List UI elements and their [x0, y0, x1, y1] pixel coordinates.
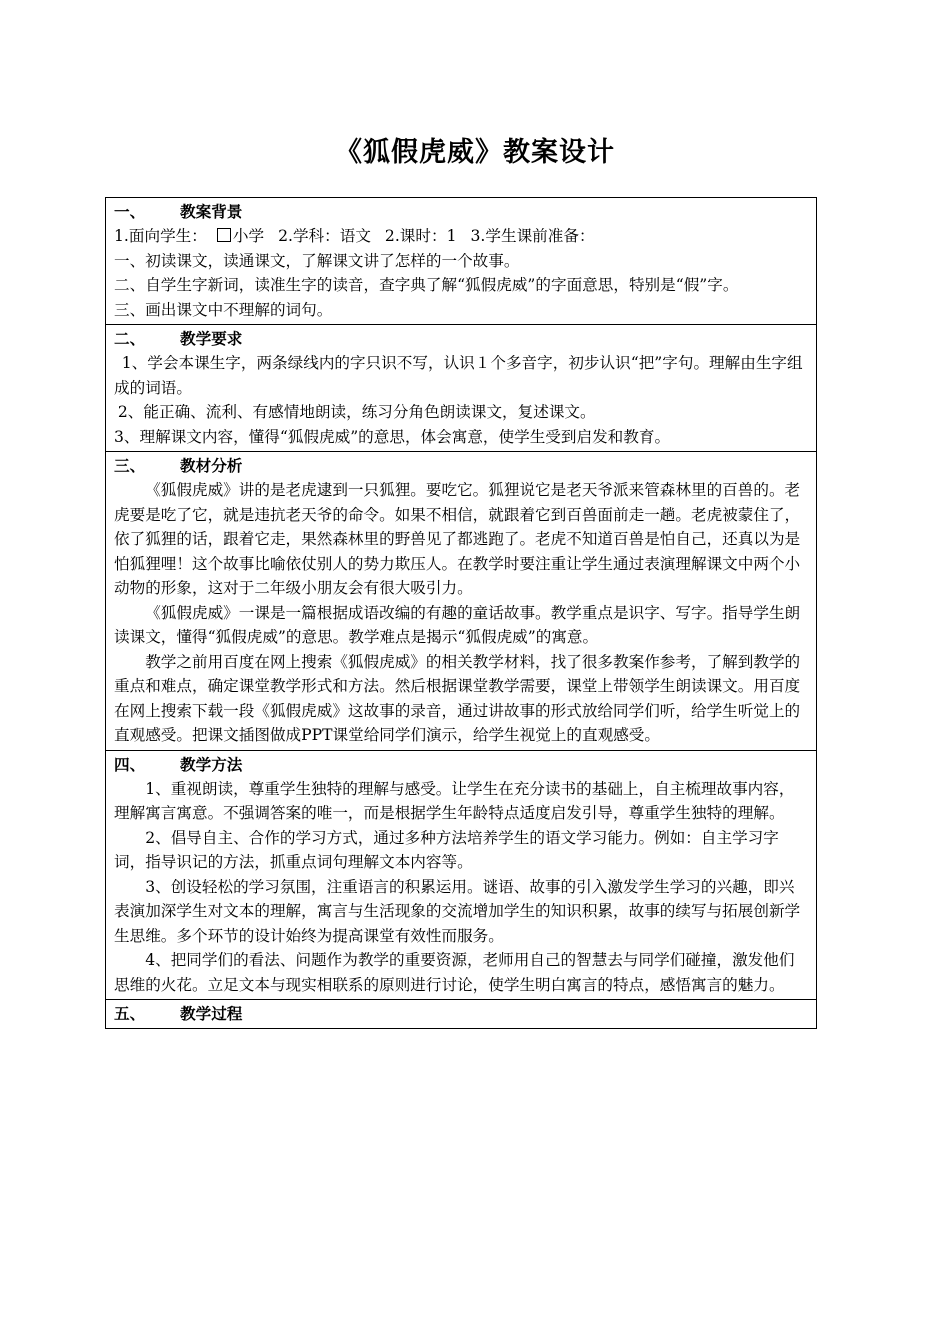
- paragraph: 2、倡导自主、合作的学习方式，通过多种方法培养学生的语文学习能力。例如：自主学习字词，指导识记的方法，抓重点词句理解文本内容等。: [114, 828, 779, 871]
- section-number: 一、: [114, 203, 146, 221]
- meta-line: [114, 224, 808, 249]
- paragraph: 2、能正确、流利、有感情地朗读，练习分角色朗读课文，复述课文。: [117, 403, 596, 421]
- section-heading: [114, 327, 808, 351]
- period-text: 2.课时：1: [384, 227, 457, 245]
- paragraph: 4、把同学们的看法、问题作为教学的重要资源，老师用自己的智慧去与同学们碰撞，激发他们思维的火花。立足文本与现实相联系的原则进行讨论，使学生明白寓言的特点，感悟寓言的魅力。: [114, 951, 795, 994]
- section-title: 教案背景: [180, 203, 243, 221]
- section-heading: [114, 454, 808, 478]
- section-heading: [114, 1002, 808, 1026]
- section-methods: [106, 750, 816, 1000]
- section-title: 教材分析: [180, 457, 243, 475]
- paragraph: 教学之前用百度在网上搜索《狐假虎威》的相关教学材料，找了很多教案作参考，了解到教学的重点和难点，确定课堂教学形式和方法。然后根据课堂教学需要，课堂上带领学生朗读课文。用百度在网上搜索下载一段《狐假虎威》这故事的录音，通过讲故事的形式放给同学们听，给学生听觉上的直观感受。把课文插图做成PPT课堂给同学们演示，给学生视觉上的直观感受。: [114, 652, 801, 744]
- paragraph: 《狐假虎威》一课是一篇根据成语改编的有趣的童话故事。教学重点是识字、写字。指导学生朗读课文，懂得“狐假虎威”的意思。教学难点是揭示“狐假虎威”的寓意。: [114, 603, 801, 646]
- subject-text: 2.学科：语文: [278, 227, 371, 245]
- audience-checkbox: [217, 228, 231, 242]
- section-number: 四、: [114, 755, 146, 774]
- section-title: 教学方法: [180, 755, 243, 774]
- section-title: 教学要求: [180, 330, 243, 348]
- paragraph: 1、重视朗读，尊重学生独特的理解与感受。让学生在充分读书的基础上，自主梳理故事内容，理解寓言寓意。不强调答案的唯一，而是根据学生年龄特点适度启发引导，尊重学生独特的理解。: [114, 779, 795, 822]
- audience-label: 1.面向学生：: [114, 227, 207, 245]
- prep-text: 3.学生课前准备：: [470, 227, 595, 245]
- paragraph: 一、初读课文，读通课文，了解课文讲了怎样的一个故事。: [114, 251, 520, 270]
- paragraph: 3、创设轻松的学习氛围，注重语言的积累运用。谜语、故事的引入激发学生学习的兴趣，即兴表演加深学生对文本的理解，寓言与生活现象的交流增加学生的知识积累，故事的续写与拓展创新学生思维。多个环节的设计始终为提高课堂有效性而服务。: [114, 877, 801, 945]
- section-title: 教学过程: [180, 1005, 243, 1023]
- paragraph: 三、画出课文中不理解的词句。: [114, 300, 333, 319]
- section-process: [106, 999, 816, 1028]
- section-background: [106, 198, 816, 324]
- paragraph: 3、理解课文内容，懂得“狐假虎威”的意思，体会寓意，使学生受到启发和教育。: [114, 427, 671, 446]
- section-analysis: [106, 451, 816, 750]
- section-number: 三、: [114, 457, 146, 475]
- paragraph: 二、自学生字新词，读准生字的读音，查字典了解“狐假虎威”的字面意思，特别是“假”字。: [114, 276, 739, 294]
- paragraph: 《狐假虎威》讲的是老虎逮到一只狐狸。要吃它。狐狸说它是老天爷派来管森林里的百兽的。老虎要是吃了它，就是违抗老天爷的命令。如果不相信，就跟着它到百兽面前走一趟。老虎被蒙住了，依了狐狸的话，跟着它走，果然森林里的野兽见了都逃跑了。老虎不知道百兽是怕自己，还真以为是怕狐狸哩！这个故事比喻依仗别人的势力欺压人。在教学时要注重让学生通过表演理解课文中两个小动物的形象，这对于二年级小朋友会有很大吸引力。: [114, 481, 801, 597]
- paragraph: 1、学会本课生字，两条绿线内的字只识不写，认识１个多音字，初步认识“把”字句。理解由生字组成的词语。: [114, 354, 803, 397]
- document-title: 《狐假虎威》教案设计: [335, 137, 615, 168]
- section-heading: [114, 200, 808, 224]
- section-heading: [114, 753, 808, 777]
- section-requirements: [106, 324, 816, 451]
- audience-value: 小学: [232, 227, 265, 245]
- section-number: 五、: [114, 1005, 146, 1023]
- section-number: 二、: [114, 330, 146, 348]
- lesson-plan-table: [105, 197, 817, 1029]
